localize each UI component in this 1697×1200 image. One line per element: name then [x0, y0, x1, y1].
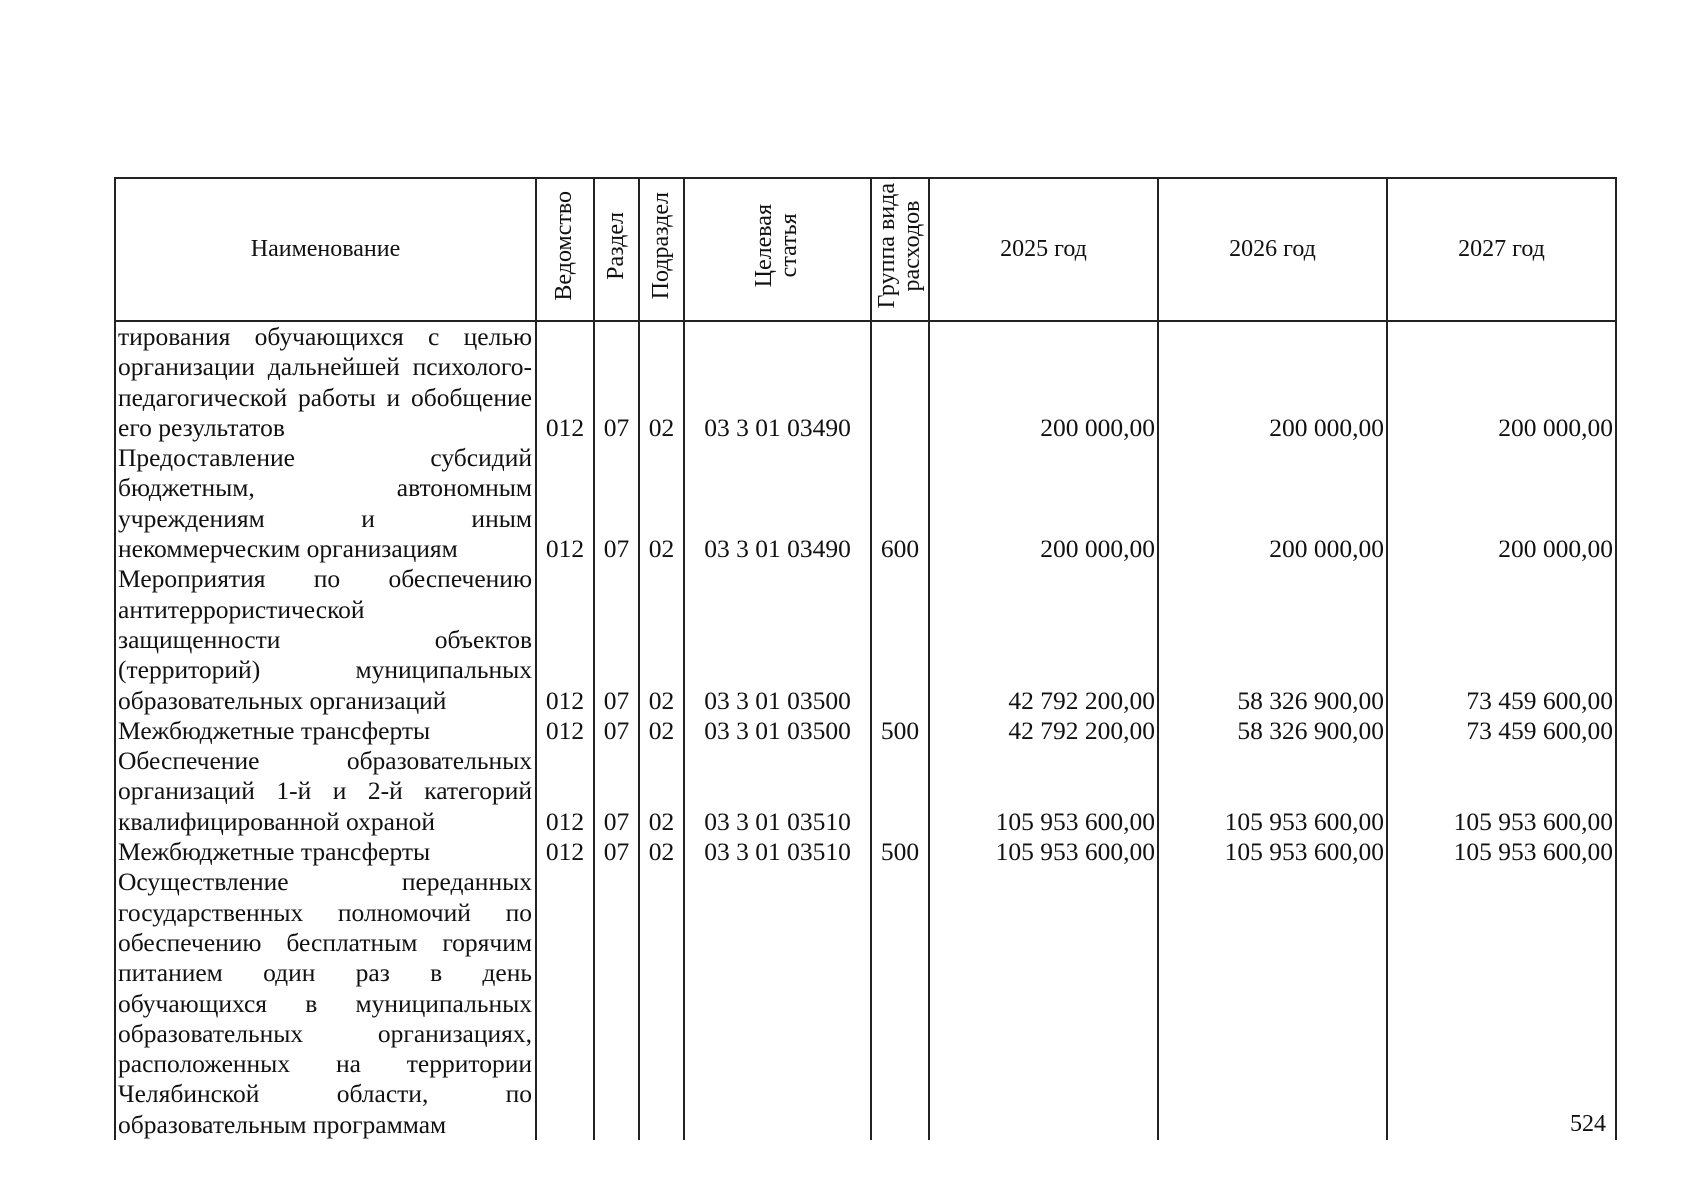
cell-razdel: 07 — [594, 443, 639, 564]
cell-razdel: 07 — [594, 837, 639, 867]
cell-celevaya — [684, 867, 871, 1140]
cell-y2026: 200 000,00 — [1158, 443, 1387, 564]
cell-podrazdel: 02 — [639, 321, 684, 443]
page-number: 524 — [1570, 1111, 1606, 1137]
cell-celevaya: 03 3 01 03510 — [684, 746, 871, 837]
cell-podrazdel: 02 — [639, 716, 684, 746]
cell-razdel: 07 — [594, 564, 639, 715]
cell-y2027: 105 953 600,00 — [1387, 746, 1616, 837]
cell-y2027 — [1387, 867, 1616, 1140]
cell-name: Обеспечение образовательных организаций 1-й и 2-й категорий квалифицированной охраной — [115, 746, 536, 837]
cell-y2025: 42 792 200,00 — [929, 564, 1158, 715]
cell-razdel: 07 — [594, 716, 639, 746]
cell-podrazdel: 02 — [639, 564, 684, 715]
cell-y2025: 200 000,00 — [929, 321, 1158, 443]
header-name: Наименование — [115, 178, 536, 321]
cell-gruppa — [871, 564, 929, 715]
cell-razdel: 07 — [594, 321, 639, 443]
table-row — [115, 443, 1616, 564]
cell-name: Осуществление переданных государственных полномочий по обеспечению бесплатным горячим питанием один раз в день обучающихся в муниципальных образовательных организациях, расположенных на территории Челябинской области, по образовательным программам — [115, 867, 536, 1140]
cell-podrazdel: 02 — [639, 837, 684, 867]
header-2025: 2025 год — [929, 178, 1158, 321]
cell-y2025: 105 953 600,00 — [929, 837, 1158, 867]
cell-y2026 — [1158, 867, 1387, 1140]
cell-vedomstvo: 012 — [536, 443, 594, 564]
table-header — [115, 178, 1616, 321]
cell-y2027: 200 000,00 — [1387, 321, 1616, 443]
cell-vedomstvo: 012 — [536, 837, 594, 867]
cell-vedomstvo — [536, 867, 594, 1140]
cell-gruppa — [871, 867, 929, 1140]
cell-gruppa: 500 — [871, 716, 929, 746]
cell-vedomstvo: 012 — [536, 321, 594, 443]
cell-gruppa: 500 — [871, 837, 929, 867]
cell-y2025: 105 953 600,00 — [929, 746, 1158, 837]
cell-y2026: 200 000,00 — [1158, 321, 1387, 443]
cell-y2025: 200 000,00 — [929, 443, 1158, 564]
cell-podrazdel — [639, 867, 684, 1140]
cell-y2027: 105 953 600,00 — [1387, 837, 1616, 867]
cell-y2026: 105 953 600,00 — [1158, 746, 1387, 837]
header-vedomstvo: Ведомство — [536, 178, 594, 321]
cell-gruppa — [871, 746, 929, 837]
cell-name: тирования обучающихся с целью организации дальнейшей психолого-педагогической работы и обобщение его результатов — [115, 321, 536, 443]
header-podrazdel: Подраздел — [639, 178, 684, 321]
table-row — [115, 746, 1616, 837]
cell-name: Межбюджетные трансферты — [115, 716, 536, 746]
header-gruppa: Группа вида расходов — [871, 178, 929, 321]
cell-razdel: 07 — [594, 746, 639, 837]
cell-vedomstvo: 012 — [536, 564, 594, 715]
cell-gruppa: 600 — [871, 443, 929, 564]
cell-vedomstvo: 012 — [536, 746, 594, 837]
cell-celevaya: 03 3 01 03500 — [684, 564, 871, 715]
cell-celevaya: 03 3 01 03490 — [684, 443, 871, 564]
table-row — [115, 837, 1616, 867]
cell-gruppa — [871, 321, 929, 443]
cell-celevaya: 03 3 01 03490 — [684, 321, 871, 443]
table-row — [115, 716, 1616, 746]
header-celevaya: Целевая статья — [684, 178, 871, 321]
header-razdel: Раздел — [594, 178, 639, 321]
cell-vedomstvo: 012 — [536, 716, 594, 746]
cell-y2027: 73 459 600,00 — [1387, 564, 1616, 715]
budget-table — [114, 177, 1617, 1140]
cell-y2025 — [929, 867, 1158, 1140]
table-row — [115, 867, 1616, 1140]
cell-podrazdel: 02 — [639, 443, 684, 564]
cell-y2025: 42 792 200,00 — [929, 716, 1158, 746]
cell-celevaya: 03 3 01 03510 — [684, 837, 871, 867]
cell-y2027: 200 000,00 — [1387, 443, 1616, 564]
header-2027: 2027 год — [1387, 178, 1616, 321]
cell-name: Мероприятия по обеспечению антитеррористической защищенности объектов (территорий) муниципальных образовательных организаций — [115, 564, 536, 715]
cell-razdel — [594, 867, 639, 1140]
cell-name: Межбюджетные трансферты — [115, 837, 536, 867]
cell-podrazdel: 02 — [639, 746, 684, 837]
header-2026: 2026 год — [1158, 178, 1387, 321]
cell-name: Предоставление субсидий бюджетным, автономным учреждениям и иным некоммерческим организациям — [115, 443, 536, 564]
table-row — [115, 321, 1616, 443]
cell-celevaya: 03 3 01 03500 — [684, 716, 871, 746]
cell-y2026: 58 326 900,00 — [1158, 564, 1387, 715]
cell-y2026: 105 953 600,00 — [1158, 837, 1387, 867]
cell-y2027: 73 459 600,00 — [1387, 716, 1616, 746]
cell-y2026: 58 326 900,00 — [1158, 716, 1387, 746]
table-body — [115, 321, 1616, 1140]
table-row — [115, 564, 1616, 715]
